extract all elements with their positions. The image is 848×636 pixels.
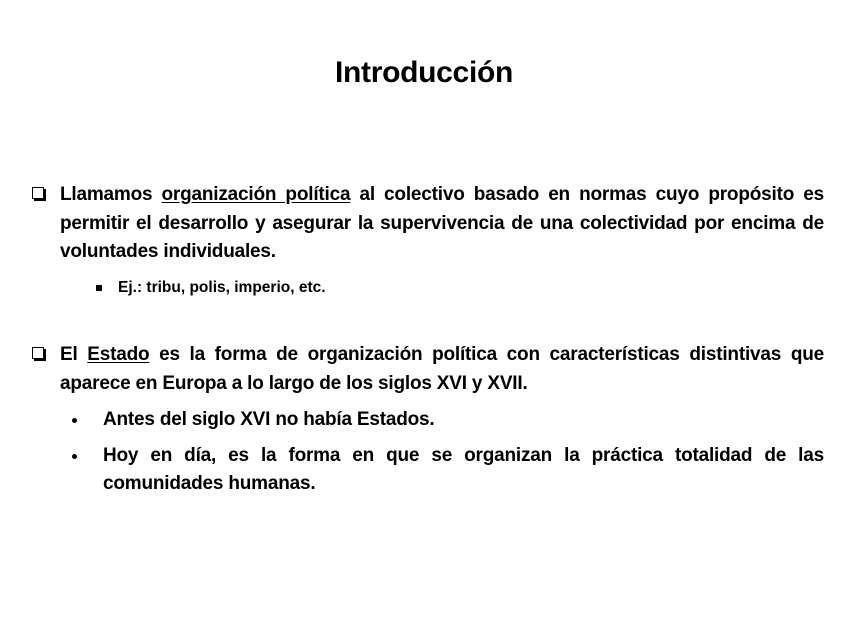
bullet-paragraph [32,341,824,398]
bullet-text-before: El [60,344,88,365]
bullet-text-before: Llamamos [60,184,162,205]
square-bullet-icon [96,285,102,291]
sub-bullet-item [96,277,824,299]
bullet-item-organizacion-politica [32,181,824,299]
sub-bullet-text: Hoy en día, es la forma en que se organizan la práctica totalidad de las comunidades humanas. [103,444,824,494]
sub-bullet-text: Antes del siglo XVI no había Estados. [103,409,435,430]
sub-bullet-item [72,442,824,499]
bullet-item-estado [32,341,824,499]
bullet-text-after: al colectivo basado en normas cuyo propósito es permitir el desarrollo y asegurar la supervivencia de una colectividad por encima de voluntades individuales. [60,184,824,262]
bullet-text [60,341,824,398]
bullet-text [60,181,824,267]
checkbox-square-icon [32,187,44,199]
slide-title: Introducción [334,56,514,89]
sub-bullet-text: Ej.: tribu, polis, imperio, etc. [118,278,326,296]
bullet-paragraph [32,181,824,267]
sub-bullet-item [72,406,824,435]
checkbox-square-icon [32,347,44,359]
underlined-term: organización política [161,184,351,205]
bullet-text-after: es la forma de organización política con características distintivas que aparece en Europa a lo largo de los siglos XVI y XVII. [60,344,824,394]
dot-bullet-icon [72,454,77,459]
underlined-term: Estado [87,344,150,365]
dot-bullet-icon [72,418,77,423]
